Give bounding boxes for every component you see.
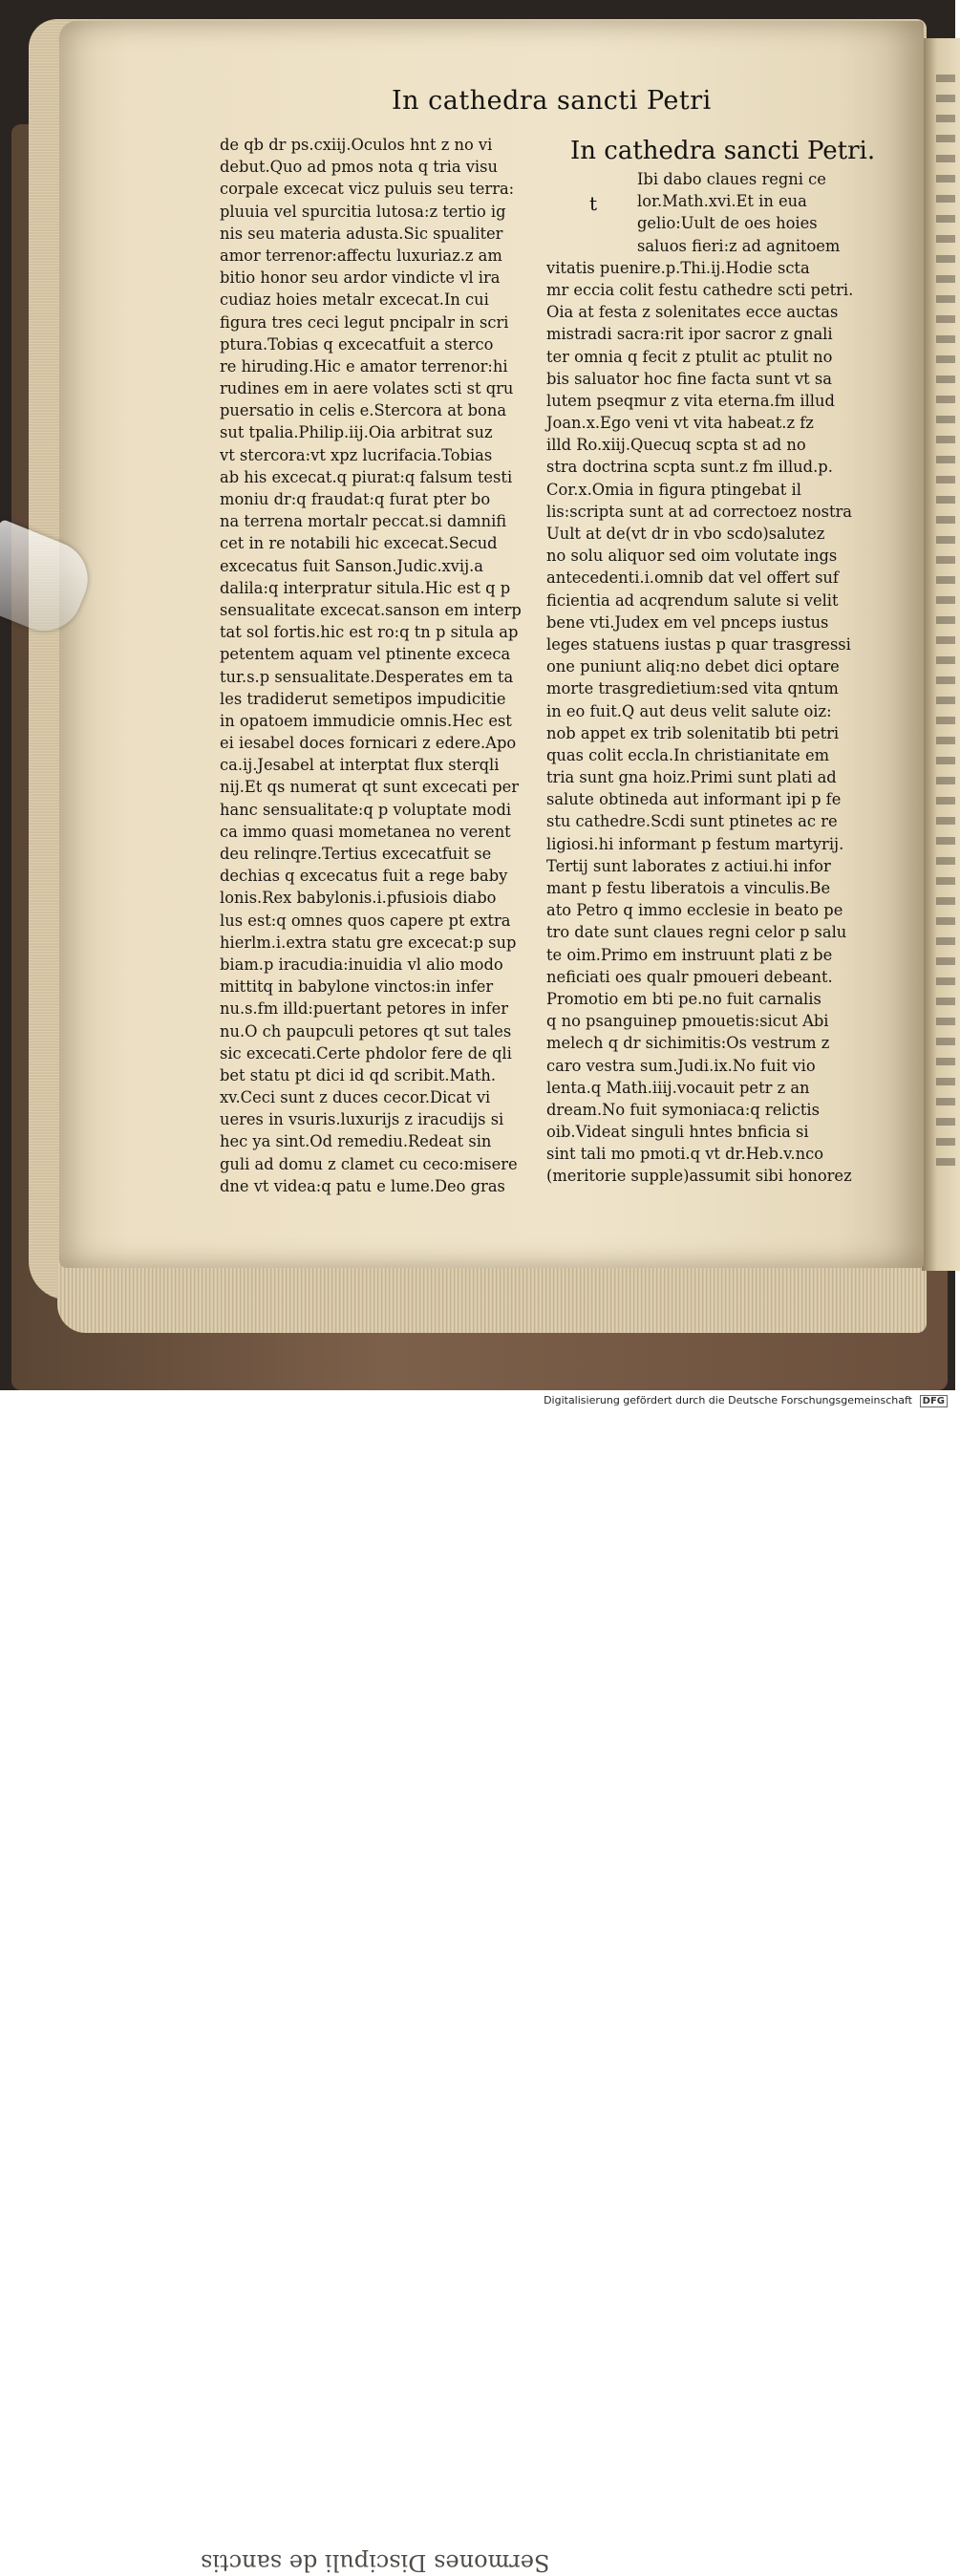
text-line: one puniunt aliq:no debet dici optare: [546, 657, 840, 676]
text-line: salute obtineda aut informant ipi p fe: [546, 790, 842, 809]
text-line: quas colit eccla.In christianitate em: [546, 745, 830, 764]
text-line: Cor.x.Omia in figura ptingebat il: [546, 480, 801, 499]
text-line: lonis.Rex babylonis.i.pfusiois diabo: [220, 889, 497, 908]
text-line: mant p festu liberatois a vinculis.Be: [546, 879, 831, 897]
text-line: antecedenti.i.omnib dat vel offert suf: [546, 569, 839, 588]
text-line: lenta.q Math.iiij.vocauit petr z an: [546, 1078, 810, 1097]
text-line: debut.Quo ad pmos nota q tria visu: [220, 158, 498, 177]
text-line: sut tpalia.Philip.iij.Oia arbitrat suz: [220, 423, 493, 442]
text-line: ligiosi.hi informant p festum martyrij.: [546, 834, 844, 853]
text-line: Oia at festa z solenitates ecce auctas: [546, 303, 839, 322]
text-line: neficiati oes qualr pmoueri debeant.: [546, 967, 833, 986]
text-line: moniu dr:q fraudat:q furat pter bo: [220, 490, 491, 508]
text-line: petentem aquam vel ptinente exceca: [220, 645, 511, 664]
text-line: Ibi dabo claues regni ce: [637, 170, 826, 188]
text-line: les tradiderut semetipos impudicitie: [220, 689, 506, 708]
text-line: nij.Et qs numerat qt sunt excecati per: [220, 778, 520, 797]
footer-credit: Digitalisierung gefördert durch die Deutsche Forschungsgemeinschaft: [544, 1394, 912, 1406]
text-line: saluos fieri:z ad agnitoem: [637, 236, 841, 255]
text-line: bet statu pt dici id qd scribit.Math.: [220, 1065, 497, 1084]
text-line: pluuia vel spurcitia lutosa:z tertio ig: [220, 202, 506, 221]
text-line: no solu aliquor sed oim volutate ings: [546, 547, 838, 566]
text-line: cudiaz hoies metalr excecat.In cui: [220, 290, 489, 310]
text-line: ca.ij.Jesabel at interptat flux sterqli: [220, 756, 500, 775]
dfg-logo: DFG: [920, 1395, 948, 1407]
text-line: hierlm.i.extra statu gre excecat:p sup: [220, 933, 517, 952]
text-line: deu relinqre.Tertius excecatfuit se: [220, 845, 492, 863]
text-line: ca immo quasi mometanea no verent: [220, 822, 511, 841]
text-line: morte trasgredietium:sed vita qntum: [546, 679, 839, 698]
text-line: stra doctrina scpta sunt.z fm illud.p.: [546, 458, 833, 477]
text-line: Uult at de(vt dr in vbo scdo)salutez: [546, 525, 825, 543]
text-line: puersatio in celis e.Stercora at bona: [220, 401, 507, 420]
text-line: ficientia ad acqrendum salute si velit: [546, 590, 839, 610]
text-line: dne vt videa:q patu e lume.Deo gras: [220, 1176, 505, 1195]
text-line: mittitq in babylone vinctos:in infer: [220, 977, 494, 997]
text-line: te oim.Primo em instruunt plati z be: [546, 945, 833, 964]
text-line: tro date sunt claues regni celor p salu: [546, 923, 847, 942]
running-head: In cathedra sancti Petri: [392, 86, 712, 116]
text-line: na terrena mortalr peccat.si damnifi: [220, 512, 507, 531]
text-line: (meritorie supple)assumit sibi honorez: [546, 1167, 852, 1186]
text-line: biam.p iracudia:inuidia vl alio modo: [220, 955, 503, 974]
right-text-column: [546, 134, 890, 1188]
text-line: re hiruding.Hic e amator terrenor:hi: [220, 356, 508, 376]
text-line: in opatoem immudicie omnis.Hec est: [220, 711, 512, 730]
text-line: bitio honor seu ardor vindicte vl ira: [220, 268, 501, 288]
text-line: melech q dr sichimitis:Os vestrum z: [546, 1034, 830, 1053]
text-line: ptura.Tobias q excecatfuit a sterco: [220, 334, 494, 354]
text-line: lis:scripta sunt at ad correctoez nostra: [546, 502, 852, 521]
text-line: oib.Videat singuli hntes bnficia si: [546, 1123, 809, 1142]
text-line: bis saluator hoc fine facta sunt vt sa: [546, 369, 832, 388]
text-line: illd Ro.xiij.Quecuq scpta st ad no: [546, 436, 806, 455]
text-line: vt stercora:vt xpz lucrifacia.Tobias: [220, 445, 493, 464]
text-line: mistradi sacra:rit ipor sacror z gnali: [546, 325, 833, 344]
text-line: vitatis puenire.p.Thi.ij.Hodie scta: [546, 258, 810, 277]
text-line: Tertij sunt laborates z actiui.hi infor: [546, 856, 831, 875]
text-line: q no psanguinep pmouetis:sicut Abi: [546, 1012, 829, 1031]
text-line: lutem pseqmur z vita eterna.fm illud: [546, 391, 835, 410]
text-line: ab his excecat.q piurat:q falsum testi: [220, 467, 513, 486]
text-line: figura tres ceci legut pncipalr in scri: [220, 312, 509, 332]
text-line: corpale excecat vicz puluis seu terra:: [220, 180, 515, 199]
text-line: ter omnia q fecit z ptulit ac ptulit no: [546, 347, 833, 366]
text-line: dalila:q interpratur situla.Hic est q p: [220, 578, 511, 597]
text-line: xv.Ceci sunt z duces cecor.Dicat vi: [220, 1088, 491, 1107]
text-line: bene vti.Judex em vel pnceps iustus: [546, 612, 829, 632]
bottom-edge-inscription: Sermones Discipuli de sanctis: [201, 2549, 550, 2576]
text-line: Joan.x.Ego veni vt vita habeat.z fz: [546, 414, 814, 433]
text-line: sic excecati.Certe phdolor fere de qli: [220, 1043, 512, 1063]
text-line: nu.s.fm illd:puertant petores in infer: [220, 999, 508, 1019]
text-line: leges statuens iustas p quar trasgressi: [546, 634, 851, 654]
text-line: lus est:q omnes quos capere pt extra: [220, 911, 511, 930]
text-line: nis seu materia adusta.Sic spualiter: [220, 224, 503, 243]
text-line: dream.No fuit symoniaca:q relictis: [546, 1100, 820, 1119]
text-line: tur.s.p sensualitate.Desperates em ta: [220, 667, 514, 686]
text-line: tria sunt gna hoiz.Primi sunt plati ad: [546, 768, 837, 787]
text-line: gelio:Uult de oes hoies: [637, 214, 818, 233]
section-heading: In cathedra sancti Petri.: [570, 137, 876, 165]
text-line: amor terrenor:affectu luxuriaz.z am: [220, 246, 502, 265]
text-line: tat sol fortis.hic est ro:q tn p situla ap: [220, 623, 519, 642]
text-line: stu cathedre.Scdi sunt ptinetes ac re: [546, 812, 838, 831]
text-line: ueres in vsuris.luxurijs z iracudijs si: [220, 1110, 504, 1129]
text-line: guli ad domu z clamet cu ceco:misere: [220, 1154, 518, 1173]
text-line: ato Petro q immo ecclesie in beato pe: [546, 901, 843, 920]
text-line: sint tali mo pmoti.q vt dr.Heb.v.nco: [546, 1145, 823, 1164]
text-line: hanc sensualitate:q p voluptate modi: [220, 800, 512, 819]
text-line: de qb dr ps.cxiij.Oculos hnt z no vi: [220, 136, 493, 154]
footer-bar: [0, 1390, 955, 1415]
facing-page-text-fragment: [936, 67, 955, 1166]
text-line: lor.Math.xvi.Et in eua: [637, 192, 807, 211]
text-line: nob appet ex trib solenitatib bti petri: [546, 723, 840, 742]
text-line: Promotio em bti pe.no fuit carnalis: [546, 989, 821, 1008]
text-line: dechias q excecatus fuit a rege baby: [220, 867, 508, 886]
text-line: in eo fuit.Q aut deus velit salute oiz:: [546, 701, 832, 720]
text-line: nu.O ch paupculi petores qt sut tales: [220, 1021, 512, 1041]
right-column-lines: [546, 168, 890, 1188]
text-line: excecatus fuit Sanson.Judic.xvij.a: [220, 556, 484, 575]
text-line: sensualitate excecat.sanson em interp: [220, 600, 522, 619]
left-text-column: [220, 134, 544, 1197]
text-line: mr eccia colit festu cathedre scti petri.: [546, 280, 854, 299]
text-line: ei iesabel doces fornicari z edere.Apo: [220, 734, 517, 753]
text-line: rudines em in aere volates scti st qru: [220, 379, 514, 398]
text-line: hec ya sint.Od remediu.Redeat sin: [220, 1132, 492, 1151]
text-line: caro vestra sum.Judi.ix.No fuit vio: [546, 1056, 816, 1075]
text-line: cet in re notabili hic excecat.Secud: [220, 534, 498, 553]
initial-letter: t: [589, 192, 598, 215]
